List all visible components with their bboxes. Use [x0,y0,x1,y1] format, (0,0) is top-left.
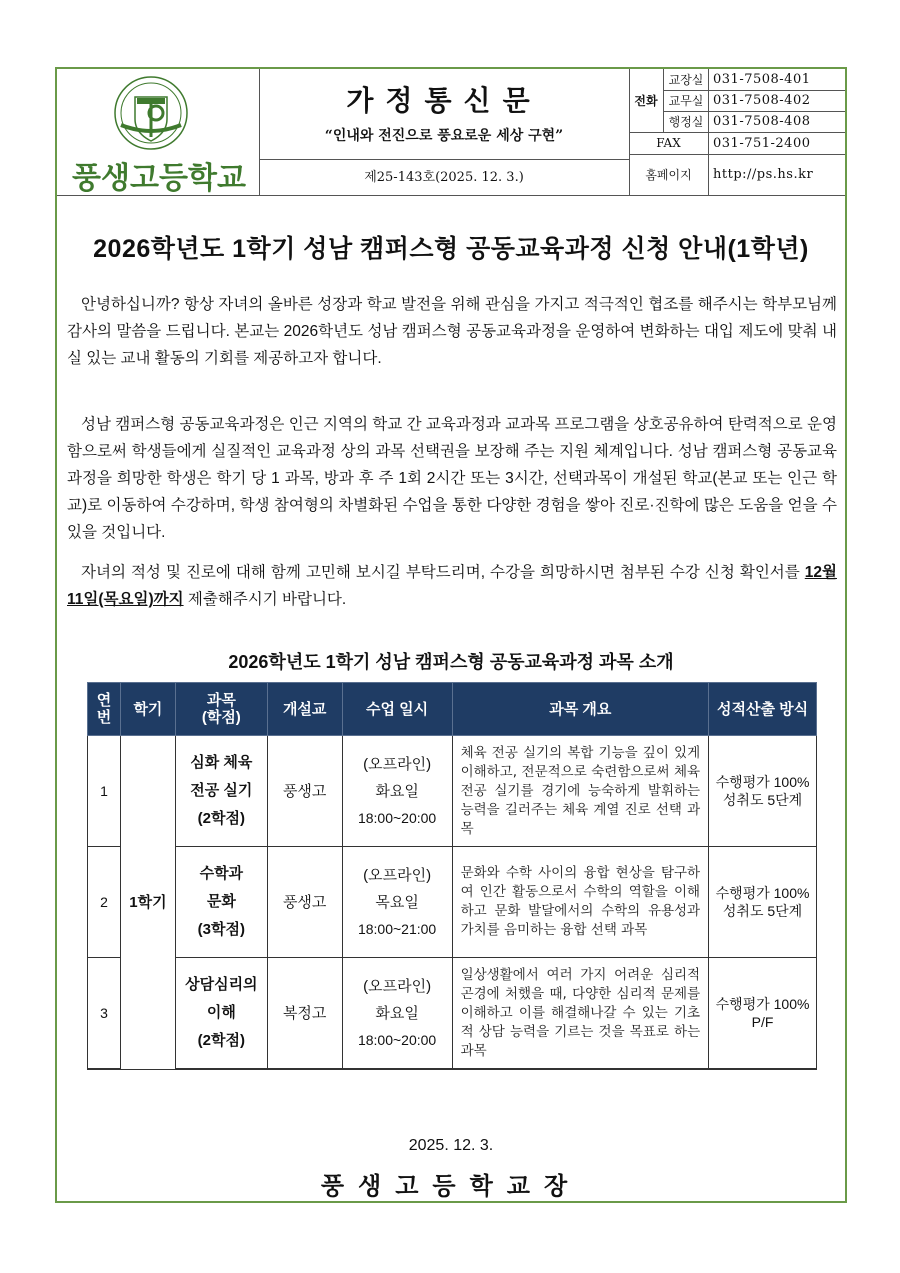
school-motto: “인내와 전진으로 풍요로운 세상 구현” [324,128,564,144]
homepage-link[interactable]: http://ps.hs.kr [709,154,846,195]
table-row [88,958,817,1070]
office-label: 교무실 [664,90,709,111]
subject-cell: 심화 체육 전공 실기 (2학점) [175,736,267,847]
overview-cell: 일상생활에서 여러 가지 어려운 심리적 곤경에 처했을 때, 다양한 심리적 문제를 이해하고 이를 해결해나갈 수 있는 기초적 상담 능력을 기르는 것을 목표로 하는 과목 [452,958,709,1070]
row-no: 2 [88,847,121,958]
paragraph-deadline [67,559,837,613]
schedule-cell: (오프라인) 목요일 18:00~21:00 [342,847,452,958]
overview-cell: 문화와 수학 사이의 융합 현상을 탐구하여 인간 활동으로서 수학의 역할을 이해하고 문화 발달에서의 수학의 유용성과 가치를 음미하는 융합 선택 과목 [452,847,709,958]
deadline-date: 12월 11일(목요일)까지 [67,564,837,608]
header-schedule: 수업 일시 [342,683,452,736]
document-frame [55,67,847,1203]
phone-label: 전화 [629,69,664,132]
school-cell: 풍생고 [267,847,342,958]
header-overview: 과목 개요 [452,683,709,736]
school-cell: 복정고 [267,958,342,1070]
office-label: 교장실 [664,69,709,90]
grading-cell: 수행평가 100% P/F [709,958,817,1070]
fax-label: FAX [629,132,709,154]
phone-number: 031-7508-408 [709,111,846,132]
header-grading: 성적산출 방식 [709,683,817,736]
table-title: 2026학년도 1학기 성남 캠퍼스형 공동교육과정 과목 소개 [228,652,674,672]
contact-info [629,69,845,195]
phone-number: 031-7508-402 [709,90,846,111]
paragraph-program [67,411,837,546]
course-table [87,682,817,1070]
header-subject: 과목 (학점) [175,683,267,736]
fax-number: 031-751-2400 [709,132,846,154]
semester-cell: 1학기 [120,736,175,1070]
homepage-label: 홈페이지 [629,154,709,195]
row-no: 3 [88,958,121,1070]
paragraph-greeting [67,291,837,372]
grading-cell: 수행평가 100% 성취도 5단계 [709,736,817,847]
school-emblem-icon [113,75,189,151]
grading-cell: 수행평가 100% 성취도 5단계 [709,847,817,958]
paragraph-text: 성남 캠퍼스형 공동교육과정은 인근 지역의 학교 간 교육과정과 교과목 프로그램을 상호공유하여 탄력적으로 운영함으로써 학생들에게 실질적인 교육과정 상의 과목 선택권을 보장해 주는 지원 체계입니다. 성남 캠퍼스형 공동교육과정을 희망한 학생은 학기 당 1 과목, 방과 후 주 1회 2시간 또는 3시간, 선택과목이 개설된 학교(본교 또는 인근 학교)로 이동하여 수강하며, 학생 참여형의 차별화된 수업을 통한 다양한 경험을 쌓아 진로·진학에 많은 도움을 얻을 수 있을 것입니다. [67,416,837,541]
table-row [88,847,817,958]
school-name: 풍생고등학교 [72,161,246,196]
header-semester: 학기 [120,683,175,736]
issue-date: 2025. 12. 3. [408,1137,494,1154]
newsletter-title-block [259,69,630,195]
paragraph-text: 안녕하십니까? 항상 자녀의 올바른 성장과 학교 발전을 위해 관심을 가지고 적극적인 협조를 해주시는 학부모님께 감사의 말씀을 드립니다. 본교는 2026학년도 성남 캠퍼스형 공동교육과정을 운영하여 변화하는 대입 제도에 맞춰 내실 있는 교내 활동의 기회를 제공하고자 합니다. [67,296,837,367]
subject-cell: 상담심리의 이해 (2학점) [175,958,267,1070]
office-label: 행정실 [664,111,709,132]
issue-number: 제25-143호(2025. 12. 3.) [259,159,629,196]
header-school: 개설교 [267,683,342,736]
school-cell: 풍생고 [267,736,342,847]
header-no: 연 번 [88,683,121,736]
document-title: 2026학년도 1학기 성남 캠퍼스형 공동교육과정 신청 안내(1학년) [93,235,809,263]
table-row [88,736,817,847]
principal-signature: 풍생고등학교장 [320,1172,582,1200]
newsletter-title: 가정통신문 [346,84,542,117]
schedule-cell: (오프라인) 화요일 18:00~20:00 [342,736,452,847]
phone-number: 031-7508-401 [709,69,846,90]
paragraph-text: 제출해주시기 바랍니다. [183,591,347,608]
row-no: 1 [88,736,121,847]
paragraph-text: 자녀의 적성 및 진로에 대해 함께 고민해 보시길 부탁드리며, 수강을 희망하시면 첨부된 수강 신청 확인서를 [81,564,805,581]
subject-cell: 수학과 문화 (3학점) [175,847,267,958]
letterhead [57,69,845,196]
overview-cell: 체육 전공 실기의 복합 기능을 깊이 있게 이해하고, 전문적으로 숙련함으로써 체육 전공 실기를 경기에 능숙하게 발휘하는 능력을 길러주는 체육 계열 진로 선택 과목 [452,736,709,847]
school-logo-block [57,69,260,195]
schedule-cell: (오프라인) 화요일 18:00~20:00 [342,958,452,1070]
